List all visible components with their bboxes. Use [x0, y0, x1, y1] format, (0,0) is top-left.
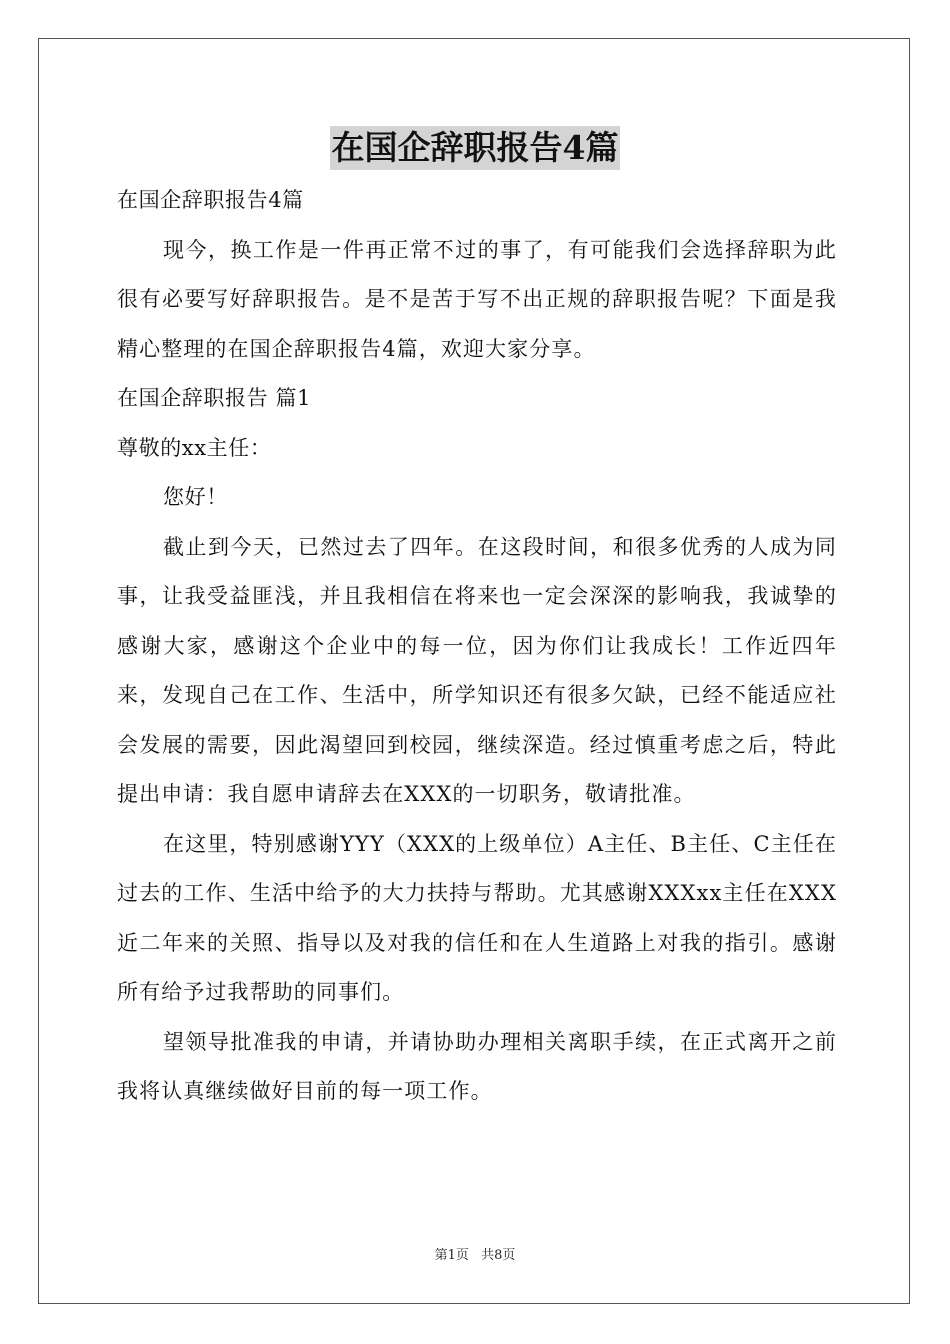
- body-paragraph: 在这里，特别感谢YYY（XXX的上级单位）A主任、B主任、C主任在过去的工作、生活中给予的大力扶持与帮助。尤其感谢XXXxx主任在XXX近二年来的关照、指导以及对我的信任和在人生道路上对我的指引。感谢所有给予过我帮助的同事们。: [117, 831, 837, 1004]
- intro-paragraph: 现今，换工作是一件再正常不过的事了，有可能我们会选择辞职为此很有必要写好辞职报告。是不是苦于写不出正规的辞职报告呢？下面是我精心整理的在国企辞职报告4篇，欢迎大家分享。: [117, 237, 837, 361]
- document-body: [117, 176, 837, 1117]
- body-paragraph: 望领导批准我的申请，并请协助办理相关离职手续，在正式离开之前我将认真继续做好目前的每一项工作。: [117, 1029, 837, 1103]
- greeting: 您好！: [163, 485, 228, 509]
- document-title: 在国企辞职报告4篇: [330, 126, 621, 170]
- title-container: [0, 126, 950, 170]
- body-paragraph: 截止到今天，已然过去了四年。在这段时间，和很多优秀的人成为同事，让我受益匪浅，并且我相信在将来也一定会深深的影响我，我诚挚的感谢大家，感谢这个企业中的每一位，因为你们让我成长！工作近四年来，发现自己在工作、生活中，所学知识还有很多欠缺，已经不能适应社会发展的需要，因此渴望回到校园，继续深造。经过慎重考虑之后，特此提出申请：我自愿申请辞去在XXX的一切职务，敬请批准。: [117, 534, 837, 806]
- subtitle: 在国企辞职报告4篇: [117, 188, 304, 212]
- salutation: 尊敬的xx主任：: [117, 435, 272, 460]
- section-heading: 在国企辞职报告 篇1: [117, 386, 312, 410]
- page-footer: [0, 1244, 950, 1263]
- page-number: 第1页: [434, 1248, 469, 1263]
- page-total: 共8页: [481, 1248, 516, 1263]
